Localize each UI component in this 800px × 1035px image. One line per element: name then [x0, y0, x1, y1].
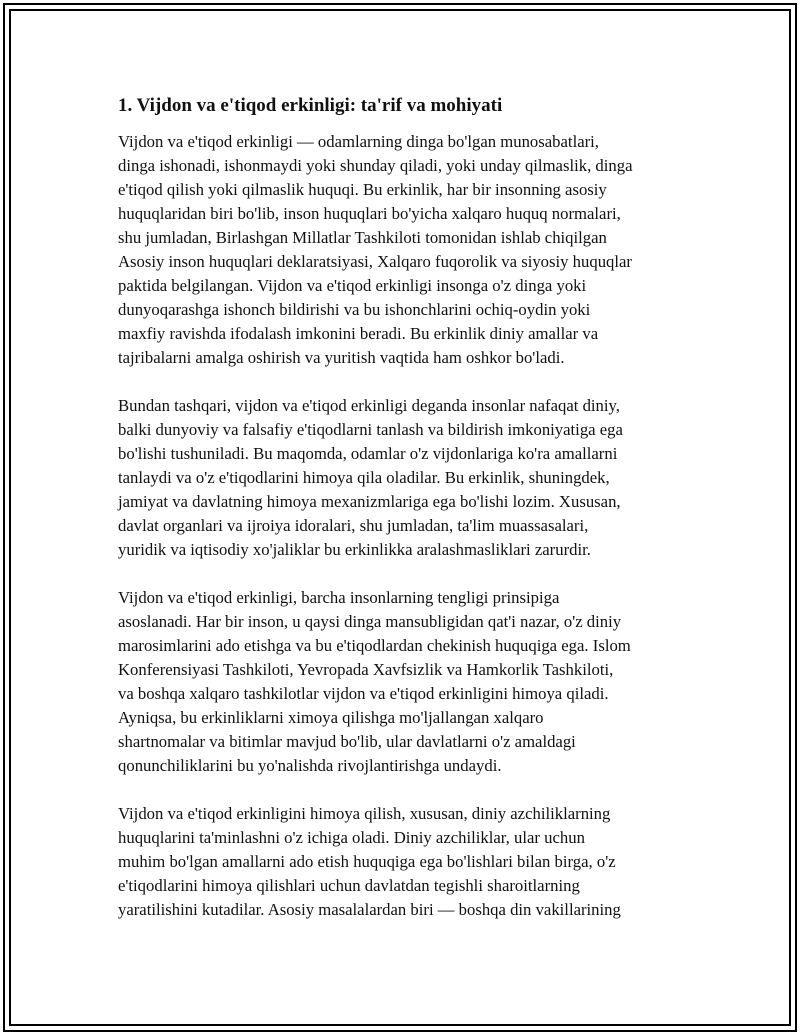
paragraph-line: bo'lishi tushuniladi. Bu maqomda, odamlar o'z vijdonlariga ko'ra amallarni: [118, 444, 618, 463]
paragraph-line: shartnomalar va bitimlar mavjud bo'lib, ular davlatlarni o'z amaldagi: [118, 732, 576, 751]
paragraph-line: Vijdon va e'tiqod erkinligi, barcha insonlarning tengligi prinsipiga: [118, 588, 560, 607]
paragraph-line: davlat organlari va ijroiya idoralari, shu jumladan, ta'lim muassasalari,: [118, 516, 589, 535]
paragraph-line: paktida belgilangan. Vijdon va e'tiqod erkinligi insonga o'z dinga yoki: [118, 276, 587, 295]
paragraph-line: jamiyat va davlatning himoya mexanizmlariga ega bo'lishi lozim. Xususan,: [118, 492, 621, 511]
paragraph-line: qonunchiliklarini bu yo'nalishda rivojlantirishga undaydi.: [118, 756, 502, 775]
paragraph-line: Konferensiyasi Tashkiloti, Yevropada Xavfsizlik va Hamkorlik Tashkiloti,: [118, 660, 614, 679]
paragraph-line: huquqlarini ta'minlashni o'z ichiga oladi. Diniy azchiliklar, ular uchun: [118, 828, 585, 847]
paragraph-line: dunyoqarashga ishonch bildirishi va bu ishonchlarini ochiq-oydin yoki: [118, 300, 591, 319]
section-title: 1. Vijdon va e'tiqod erkinligi: ta'rif va mohiyati: [118, 95, 503, 116]
paragraph-line: dinga ishonadi, ishonmaydi yoki shunday qiladi, yoki unday qilmaslik, dinga: [118, 156, 633, 175]
paragraph-line: e'tiqodlarini himoya qilishlari uchun davlatdan tegishli sharoitlarning: [118, 876, 580, 895]
paragraph-line: yaratilishini kutadilar. Asosiy masalalardan biri — boshqa din vakillarining: [118, 900, 621, 919]
document-body: [118, 92, 682, 946]
paragraph-line: e'tiqod qilish yoki qilmaslik huquqi. Bu erkinlik, har bir insonning asosiy: [118, 180, 607, 199]
paragraph-line: tajribalarni amalga oshirish va yuritish vaqtida ham oshkor bo'ladi.: [118, 348, 565, 367]
paragraph-line: Asosiy inson huquqlari deklaratsiyasi, Xalqaro fuqorolik va siyosiy huquqlar: [118, 252, 632, 271]
paragraph-line: tanlaydi va o'z e'tiqodlarini himoya qila oladilar. Bu erkinlik, shuningdek,: [118, 468, 610, 487]
paragraph-line: marosimlarini ado etishga va bu e'tiqodlardan chekinish huquqiga ega. Islom: [118, 636, 631, 655]
paragraph-minorities: [118, 802, 682, 922]
paragraph-line: huquqlaridan biri bo'lib, inson huquqlari bo'yicha xalqaro huquq normalari,: [118, 204, 621, 223]
paragraph-line: muhim bo'lgan amallarni ado etish huquqiga ega bo'lishlari bilan birga, o'z: [118, 852, 616, 871]
paragraph-equality: [118, 586, 682, 778]
paragraph-line: Vijdon va e'tiqod erkinligi — odamlarning dinga bo'lgan munosabatlari,: [118, 132, 599, 151]
paragraph-line: maxfiy ravishda ifodalash imkonini beradi. Bu erkinlik diniy amallar va: [118, 324, 599, 343]
paragraph-line: Bundan tashqari, vijdon va e'tiqod erkinligi deganda insonlar nafaqat diniy,: [118, 396, 620, 415]
paragraph-line: yuridik va iqtisodiy xo'jaliklar bu erkinlikka aralashmasliklari zarurdir.: [118, 540, 591, 559]
paragraph-line: Ayniqsa, bu erkinliklarni ximoya qilishga mo'ljallangan xalqaro: [118, 708, 544, 727]
paragraph-line: Vijdon va e'tiqod erkinligini himoya qilish, xususan, diniy azchiliklarning: [118, 804, 611, 823]
paragraph-line: shu jumladan, Birlashgan Millatlar Tashkiloti tomonidan ishlab chiqilgan: [118, 228, 607, 247]
paragraph-line: asoslanadi. Har bir inson, u qaysi dinga mansubligidan qat'i nazar, o'z diniy: [118, 612, 622, 631]
paragraph-definition: [118, 130, 682, 370]
paragraph-line: balki dunyoviy va falsafiy e'tiqodlarni tanlash va bildirish imkoniyatiga ega: [118, 420, 623, 439]
paragraph-scope: [118, 394, 682, 562]
paragraph-line: va boshqa xalqaro tashkilotlar vijdon va e'tiqod erkinligini himoya qiladi.: [118, 684, 609, 703]
